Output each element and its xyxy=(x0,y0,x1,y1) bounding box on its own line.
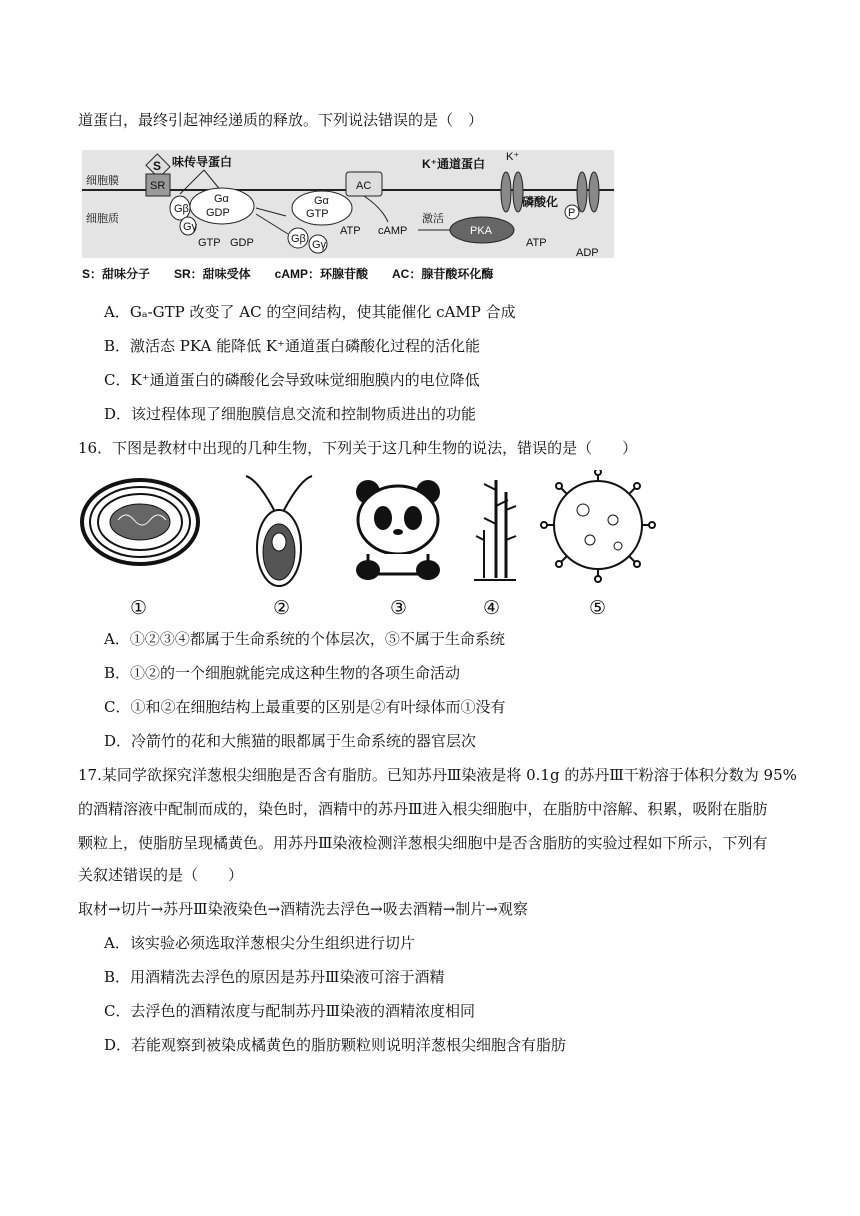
q17-stem-line-1: 17.某同学欲探究洋葱根尖细胞是否含有脂肪。已知苏丹Ⅲ染液是将 0.1g 的苏丹Ⅲ干粉溶于体积分数为 95% xyxy=(78,766,797,784)
label-4: ④ xyxy=(483,597,501,619)
bamboo-image xyxy=(474,480,516,580)
taste-signal-diagram xyxy=(82,150,614,292)
q15-stem-end: 道蛋白，最终引起神经递质的释放。下列说法错误的是（ ） xyxy=(78,111,484,129)
cytoplasm-label: 细胞质 xyxy=(86,213,119,225)
label-2: ② xyxy=(273,597,291,619)
camp-label: cAMP xyxy=(378,225,408,237)
ga2-label: Gα xyxy=(314,195,329,207)
q17-stem-line-2: 的酒精溶液中配制而成的，染色时，酒精中的苏丹Ⅲ进入根尖细胞中，在脂肪中溶解、积累，吸附在脂肪 xyxy=(78,800,768,818)
k-ion-label: K⁺ xyxy=(506,151,520,163)
gb2-label: Gβ xyxy=(291,233,306,245)
q17-option-d: D．若能观察到被染成橘黄色的脂肪颗粒则说明洋葱根尖细胞含有脂肪 xyxy=(104,1036,567,1054)
panda-image xyxy=(356,480,440,580)
gdp-out-label: GDP xyxy=(230,237,254,249)
k-channel-p-right xyxy=(589,172,599,212)
ga-label: Gα xyxy=(214,193,229,205)
chlamydomonas-image xyxy=(246,476,312,586)
q16-option-c: C．①和②在细胞结构上最重要的区别是②有叶绿体而①没有 xyxy=(104,698,506,716)
k-channel-left xyxy=(501,172,511,212)
s-label: S xyxy=(153,159,162,173)
phosphorylation-label: 磷酸化 xyxy=(522,195,559,209)
q16-option-b: B．①②的一个细胞就能完成这种生物的各项生命活动 xyxy=(104,664,461,682)
q17-stem-line-4: 关叙述错误的是（ ） xyxy=(78,866,244,884)
q17-process: 取材→切片→苏丹Ⅲ染液染色→酒精洗去浮色→吸去酒精→制片→观察 xyxy=(78,900,528,918)
bacterium-image xyxy=(82,480,198,564)
gg2-label: Gγ xyxy=(312,239,327,251)
activate-label: 激活 xyxy=(422,213,444,225)
q17-option-c: C．去浮色的酒精浓度与配制苏丹Ⅲ染液的酒精浓度相同 xyxy=(104,1002,475,1020)
q15-option-c: C．K⁺通道蛋白的磷酸化会导致味觉细胞膜内的电位降低 xyxy=(104,371,480,389)
k-channel-label: K⁺通道蛋白 xyxy=(422,157,486,171)
q16-option-a: A．①②③④都属于生命系统的个体层次，⑤不属于生命系统 xyxy=(104,630,505,648)
q16-option-d: D．冷箭竹的花和大熊猫的眼都属于生命系统的器官层次 xyxy=(104,732,477,750)
p-label: P xyxy=(568,207,576,219)
label-5: ⑤ xyxy=(589,597,607,619)
gg-label: Gγ xyxy=(183,221,198,233)
membrane-label: 细胞膜 xyxy=(86,175,119,187)
atp2-label: ATP xyxy=(526,237,547,249)
q17-option-a: A．该实验必须选取洋葱根尖分生组织进行切片 xyxy=(104,934,415,952)
virus-image xyxy=(541,470,655,582)
gdp-label: GDP xyxy=(206,207,230,219)
diagram-legend: S：甜味分子 SR：甜味受体 cAMP：环腺苷酸 AC：腺苷酸环化酶 xyxy=(82,267,494,281)
ac-label: AC xyxy=(356,180,372,192)
organisms-figure xyxy=(78,470,678,620)
q15-option-d: D．该过程体现了细胞膜信息交流和控制物质进出的功能 xyxy=(104,405,477,423)
q17-stem-line-3: 颗粒上，使脂肪呈现橘黄色。用苏丹Ⅲ染液检测洋葱根尖细胞中是否含脂肪的实验过程如下所示，下列有 xyxy=(78,834,768,852)
pka-label: PKA xyxy=(470,225,493,237)
sr-label: SR xyxy=(150,180,166,192)
gustducin-label: 味传导蛋白 xyxy=(172,155,233,169)
label-3: ③ xyxy=(390,597,408,619)
k-channel-p-left xyxy=(577,172,587,212)
gtp-in-label: GTP xyxy=(198,237,221,249)
adp-label: ADP xyxy=(576,247,599,259)
q15-option-a: A．Gₐ-GTP 改变了 AC 的空间结构，使其能催化 cAMP 合成 xyxy=(104,303,516,321)
atp-label: ATP xyxy=(340,225,361,237)
q15-option-b: B．激活态 PKA 能降低 K⁺通道蛋白磷酸化过程的活化能 xyxy=(104,337,480,355)
label-1: ① xyxy=(130,597,148,619)
q16-stem: 16．下图是教材中出现的几种生物，下列关于这几种生物的说法，错误的是（ ） xyxy=(78,439,638,457)
gtp-label: GTP xyxy=(306,208,329,220)
q17-option-b: B．用酒精洗去浮色的原因是苏丹Ⅲ染液可溶于酒精 xyxy=(104,968,445,986)
gb-label: Gβ xyxy=(174,203,189,215)
